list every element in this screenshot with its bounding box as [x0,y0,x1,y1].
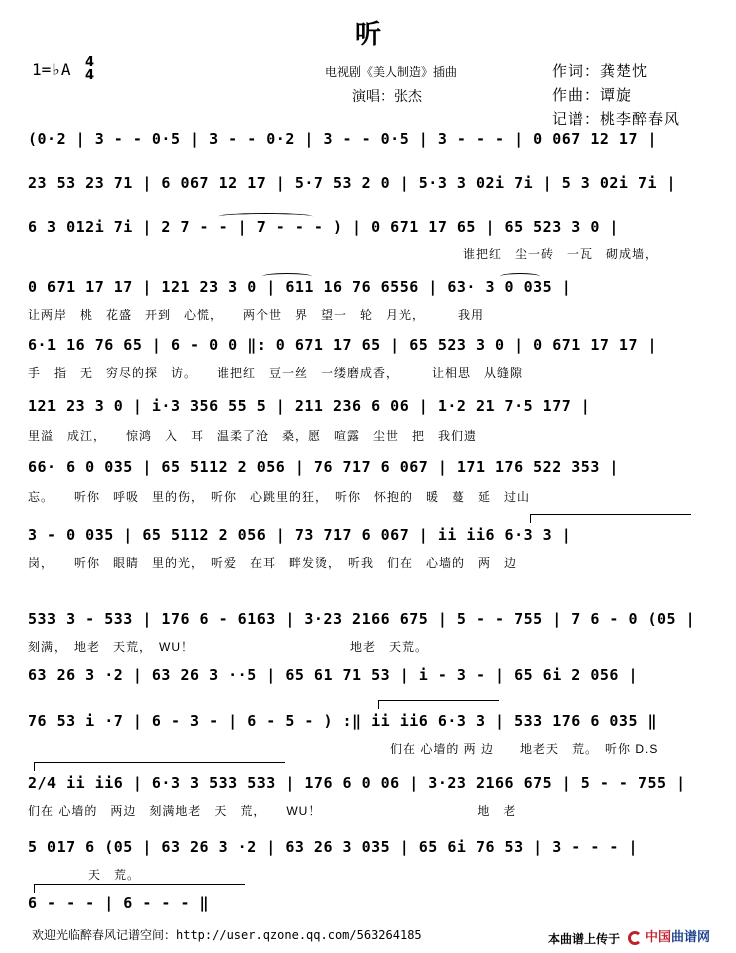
footer-link-text: 欢迎光临醉春风记谱空间：http://user.qzone.qq.com/563264185 [32,928,422,942]
time-signature-top: 4 [85,55,95,70]
time-signature [85,56,94,82]
lyric-line-11: 们在 心墙的 两 边 地老天 荒。 听你 D.S [390,742,659,756]
score-line-13: 5 017 6 (05 | 63 26 3 ·2 | 63 26 3 035 | 65 6i 76 53 | 3 - - - | [28,838,638,856]
score-line-1: (0·2 | 3 - - 0·5 | 3 - - 0·2 | 3 - - 0·5 | 3 - - - | 0 067 12 17 | [28,130,658,148]
volta-bracket-4 [34,884,245,893]
logo-text-part1: 中国 [645,930,672,945]
page-title: 听 [354,20,381,50]
score-line-3: 6 3 012i 7i | 2 7 - - | 7 - - - ) | 0 671 17 65 | 65 523 3 0 | [28,218,619,236]
volta-bracket-1 [530,514,691,523]
volta-bracket-2 [378,700,499,709]
transcriber-credit: 记谱：桃李醉春风 [552,110,681,128]
lyric-line-7: 忘。 听你 呼吸 里的伤， 听你 心跳里的狂， 听你 怀抱的 暖 蔓 延 过山 [28,490,531,504]
lyric-line-13: 天 荒。 [88,868,141,882]
lyric-line-3: 谁把红 尘一砖 一瓦 砌成墙， [463,247,659,261]
score-line-7: 66· 6 0 035 | 65 5112 2 056 | 76 717 6 067 | 171 176 522 353 | [28,458,619,476]
lyric-line-5: 手 指 无 穷尽的探 访。 谁把红 豆一丝 一缕磨成香， 让相思 从缝隙 [28,366,524,380]
logo-text-part2: 曲谱网 [671,930,711,945]
score-line-14: 6 - - - | 6 - - - ‖ [28,894,210,912]
key-signature: 1=♭A [32,60,71,79]
lyric-line-4: 让两岸 桃 花盛 开到 心慌， 两个世 界 望一 轮 月光， 我用 [28,308,485,322]
time-signature-bottom: 4 [85,68,95,83]
volta-bracket-3 [34,762,285,771]
tie-slur [218,213,313,220]
lyric-line-9: 刻满， 地老 天荒， WU！ 地老 天荒。 [28,640,428,654]
score-line-9: 533 3 - 533 | 176 6 - 6163 | 3·23 2166 675 | 5 - - 755 | 7 6 - 0 (05 | [28,610,696,628]
logo-icon [628,931,642,945]
composer-credit: 作曲：谭旋 [552,86,633,104]
tie-slur [500,273,540,280]
upload-label: 本曲谱上传于 [548,932,621,946]
lyricist-credit: 作词：龚楚忱 [552,62,649,80]
score-line-5: 6·1 16 76 65 | 6 - 0 0 ‖: 0 671 17 65 | 65 523 3 0 | 0 671 17 17 | [28,336,658,354]
score-line-10: 63 26 3 ·2 | 63 26 3 ··5 | 65 61 71 53 | i - 3 - | 65 6i 2 056 | [28,666,638,684]
song-source: 电视剧《美人制造》插曲 [325,65,458,79]
tie-slur [262,273,312,280]
score-line-12: 2/4 ii ii6 | 6·3 3 533 533 | 176 6 0 06 | 3·23 2166 675 | 5 - - 755 | [28,774,686,792]
site-logo[interactable] [628,926,710,945]
score-line-11: 76 53 i ·7 | 6 - 3 - | 6 - 5 - ) :‖ ii ii6 6·3 3 | 533 176 6 035 ‖ [28,712,658,730]
score-line-2: 23 53 23 71 | 6 067 12 17 | 5·7 53 2 0 | 5·3 3 02i 7i | 5 3 02i 7i | [28,174,677,192]
lyric-line-6: 里溢 成江， 惊鸿 入 耳 温柔了沧 桑，愿 喧露 尘世 把 我们遗 [28,429,478,443]
lyric-line-12: 们在 心墙的 两边 刻满地老 天 荒， WU！ 地 老 [28,804,517,818]
score-line-4: 0 671 17 17 | 121 23 3 0 | 611 16 76 6556 | 63· 3 0 035 | [28,278,572,296]
singer-credit: 演唱：张杰 [352,89,422,105]
score-line-8: 3 - 0 035 | 65 5112 2 056 | 73 717 6 067 | ii ii6 6·3 3 | [28,526,572,544]
lyric-line-8: 岗， 听你 眼睛 里的光， 听爱 在耳 畔发烫， 听我 们在 心墙的 两 边 [28,556,518,570]
score-line-6: 121 23 3 0 | i·3 356 55 5 | 211 236 6 06 | 1·2 21 7·5 177 | [28,397,591,415]
